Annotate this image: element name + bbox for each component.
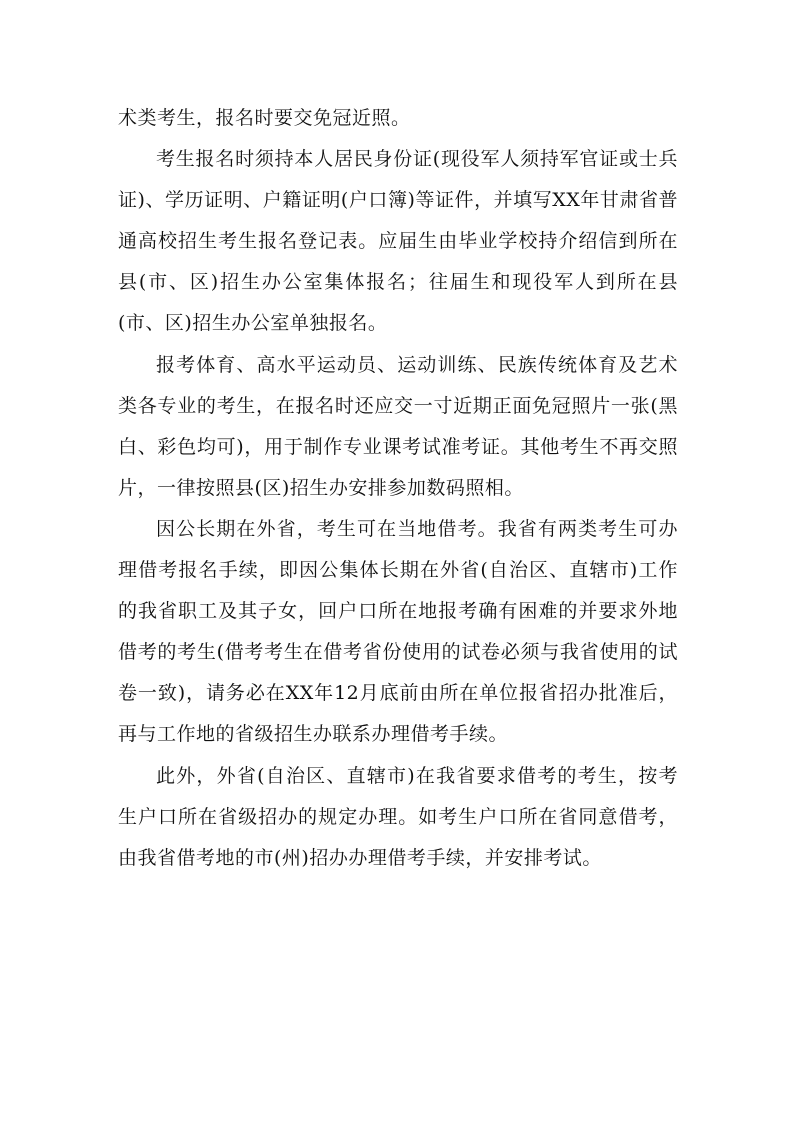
body-text xyxy=(118,98,678,879)
paragraph-3: 报考体育、高水平运动员、运动训练、民族传统体育及艺术类各专业的考生，在报名时还应交一寸近期正面免冠照片一张(黑白、彩色均可)，用于制作专业课考试准考证。其他考生不再交照片，一律按照县(区)招生办安排参加数码照相。 xyxy=(118,353,678,499)
paragraph-4: 因公长期在外省，考生可在当地借考。我省有两类考生可办理借考报名手续，即因公集体长期在外省(自治区、直辖市)工作的我省职工及其子女，回户口所在地报考确有困难的并要求外地借考的考生(借考考生在借考省份使用的试卷必须与我省使用的试卷一致)，请务必在XX年12月底前由所在单位报省招办批准后，再与工作地的省级招生办联系办理借考手续。 xyxy=(118,517,678,746)
paragraph-5: 此外，外省(自治区、直辖市)在我省要求借考的考生，按考生户口所在省级招办的规定办理。如考生户口所在省同意借考，由我省借考地的市(州)招办办理借考手续，并安排考试。 xyxy=(118,764,678,869)
paragraph-2: 考生报名时须持本人居民身份证(现役军人须持军官证或士兵证)、学历证明、户籍证明(户口簿)等证件，并填写XX年甘肃省普通高校招生考生报名登记表。应届生由毕业学校持介绍信到所在县(市、区)招生办公室集体报名；往届生和现役军人到所在县(市、区)招生办公室单独报名。 xyxy=(118,148,678,335)
paragraph-1: 术类考生，报名时要交免冠近照。 xyxy=(118,107,411,129)
